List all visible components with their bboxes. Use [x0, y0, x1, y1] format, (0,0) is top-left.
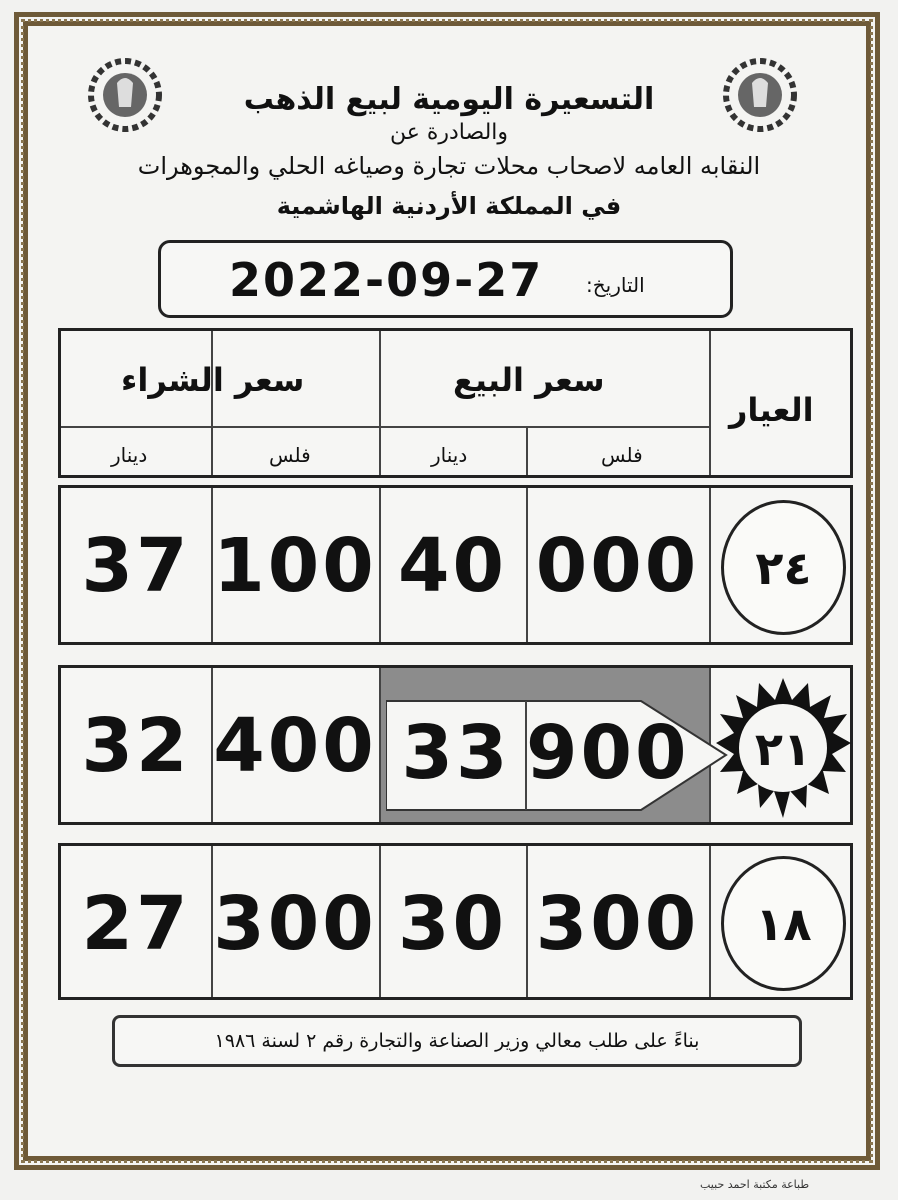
buy-dinar-value: 27 — [81, 881, 191, 967]
sell-fils-value: 900 — [526, 710, 690, 796]
print-credit: طباعة مكتبة احمد حبيب — [700, 1178, 810, 1191]
sell-dinar-label: دينار — [431, 443, 468, 467]
buy-price-header: سعر الشراء — [121, 361, 305, 399]
buy-dinar-value: 32 — [81, 703, 191, 789]
date-box — [158, 240, 733, 318]
karat-header: العيار — [729, 391, 814, 429]
date-value: 2022-09-27 — [229, 253, 544, 307]
karat-badge: ٢٤ — [721, 500, 846, 635]
buy-fils-value: 400 — [213, 703, 377, 789]
sell-fils-value: 300 — [535, 881, 700, 967]
sell-price-header: سعر البيع — [453, 361, 605, 399]
karat-badge: ٢١ — [754, 722, 812, 776]
footer-note: بناءً على طلب معالي وزير الصناعة والتجارة رقم ٢ لسنة ١٩٨٦ — [112, 1015, 802, 1067]
table-row — [58, 665, 853, 825]
sell-dinar-value: 33 — [401, 710, 511, 796]
buy-fils-value: 300 — [213, 881, 377, 967]
buy-fils-label: فلس — [269, 443, 311, 467]
buy-dinar-label: دينار — [111, 443, 148, 467]
sell-dinar-value: 40 — [398, 523, 507, 609]
buy-dinar-value: 37 — [81, 523, 191, 609]
issued-by-text: والصادرة عن — [389, 120, 509, 145]
sell-dinar-value: 30 — [398, 881, 507, 967]
buy-fils-value: 100 — [213, 523, 377, 609]
page-title: التسعيرة اليومية لبيع الذهب — [243, 82, 655, 117]
date-label: التاريخ: — [586, 273, 645, 297]
country-name: في المملكة الأردنية الهاشمية — [276, 192, 622, 220]
table-row — [58, 485, 853, 645]
sell-fils-value: 000 — [535, 523, 700, 609]
table-row — [58, 843, 853, 1000]
sell-fils-label: فلس — [601, 443, 643, 467]
table-header — [58, 328, 853, 478]
karat-badge: ١٨ — [721, 856, 846, 991]
union-name: النقابه العامه لاصحاب محلات تجارة وصياغه الحلي والمجوهرات — [137, 152, 761, 180]
